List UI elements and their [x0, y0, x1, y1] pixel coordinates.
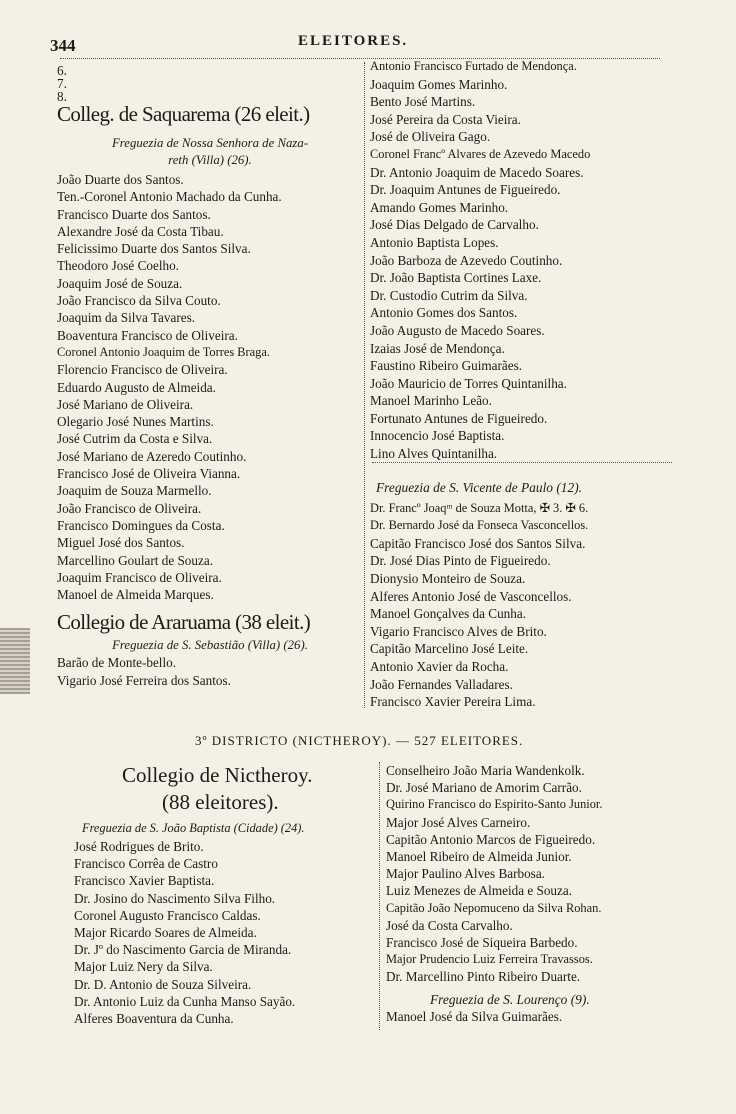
list-item: Manoel José da Silva Guimarães. — [386, 1009, 563, 1025]
item-number: 7. — [57, 77, 67, 90]
list-item: Dr. Antonio Joaquim de Macedo Soares. — [370, 164, 584, 180]
list-item: João Barboza de Azevedo Coutinho. — [370, 252, 563, 268]
list-item: Antonio Gomes dos Santos. — [370, 305, 518, 321]
list-item: João Duarte dos Santos. — [57, 172, 184, 187]
list-item: Luiz Menezes de Almeida e Souza. — [386, 883, 573, 899]
left-bottom-column — [74, 762, 378, 1027]
list-item: Innocencio José Baptista. — [370, 428, 505, 444]
list-item: Eduardo Augusto de Almeida. — [57, 379, 216, 395]
list-item: Major Paulino Alves Barbosa. — [386, 866, 545, 882]
district-heading: 3º DISTRICTO (NICTHEROY). — 527 ELEITORES. — [195, 733, 524, 748]
column-divider-top — [364, 62, 365, 708]
list-item: Antonio Baptista Lopes. — [370, 234, 499, 250]
elector-list-lourenco — [386, 1008, 692, 1025]
list-item: Major Ricardo Soares de Almeida. — [74, 924, 257, 940]
list-item: Dr. Custodio Cutrim da Silva. — [370, 287, 528, 303]
list-item: Dr. João Baptista Cortines Laxe. — [370, 270, 542, 286]
list-item: Florencio Francisco de Oliveira. — [57, 362, 228, 378]
list-item: Ten.-Coronel Antonio Machado da Cunha. — [57, 189, 282, 205]
list-item: Lino Alves Quintanilha. — [370, 446, 498, 462]
list-item: Marcellino Goulart de Souza. — [57, 552, 214, 568]
list-item: Francisco Corrêa de Castro — [74, 856, 218, 872]
elector-list-joao-baptista-cont — [386, 762, 692, 985]
list-item: Coronel Augusto Francisco Caldas. — [74, 907, 261, 923]
list-item: Miguel José dos Santos. — [57, 535, 185, 551]
parish-heading-lourenco: Freguezia de S. Lourenço (9). — [430, 992, 590, 1008]
parish-heading-sebastiao: Freguezia de S. Sebastião (Villa) (26). — [112, 638, 308, 653]
list-item: João Francisco de Oliveira. — [57, 500, 202, 516]
list-item: Coronel Francº Alvares de Azevedo Macedo — [370, 146, 591, 161]
list-item: Joaquim Francisco de Oliveira. — [57, 569, 222, 585]
list-item: Dr. Joaquim Antunes de Figueiredo. — [370, 182, 561, 198]
list-item: Amando Gomes Marinho. — [370, 199, 509, 215]
list-item: Manoel de Almeida Marques. — [57, 587, 214, 603]
list-item: José Dias Delgado de Carvalho. — [370, 217, 539, 233]
list-item: Francisco Xavier Baptista. — [74, 873, 215, 889]
list-item: Dr. D. Antonio de Souza Silveira. — [74, 976, 252, 992]
list-item: Theodoro José Coelho. — [57, 258, 179, 274]
list-item: Faustino Ribeiro Guimarães. — [370, 358, 522, 374]
list-item: José Mariano de Azeredo Coutinho. — [57, 448, 247, 464]
college-title-nictheroy: Collegio de Nictheroy. — [122, 763, 313, 787]
list-item: João Augusto de Macedo Soares. — [370, 322, 545, 338]
list-item: Alexandre José da Costa Tibau. — [57, 223, 224, 239]
list-item: Dr. José Dias Pinto de Figueiredo. — [370, 553, 551, 569]
list-item: Dr. Marcellino Pinto Ribeiro Duarte. — [386, 969, 581, 985]
list-item: Capitão Marcelino José Leite. — [370, 641, 529, 657]
parish-heading-vicente: Freguezia de S. Vicente de Paulo (12). — [376, 479, 582, 495]
list-item: Fortunato Antunes de Figueiredo. — [370, 410, 548, 426]
list-item: Bento José Martins. — [370, 94, 476, 110]
list-item: Major Prudencio Luiz Ferreira Travassos. — [386, 952, 593, 967]
list-item: Antonio Xavier da Rocha. — [370, 659, 509, 674]
list-item: Capitão Francisco José dos Santos Silva. — [370, 535, 586, 551]
list-item: Major Luiz Nery da Silva. — [74, 959, 213, 975]
list-item: Alferes Antonio José de Vasconcellos. — [370, 588, 572, 604]
list-item: José Cutrim da Costa e Silva. — [57, 431, 213, 447]
list-item: Conselheiro João Maria Wandenkolk. — [386, 763, 585, 778]
list-item: Vigario Francisco Alves de Brito. — [370, 623, 547, 639]
list-item: Capitão Antonio Marcos de Figueiredo. — [386, 831, 596, 847]
page-number: 344 — [50, 36, 76, 55]
college-title-saquarema: Colleg. de Saquarema (26 eleit.) — [57, 102, 310, 126]
list-item: José da Costa Carvalho. — [386, 917, 513, 933]
list-item: João Francisco da Silva Couto. — [57, 293, 221, 309]
parish-heading-nazareth: Freguezia de Nossa Senhora de Naza- — [111, 136, 309, 150]
list-item: Olegario José Nunes Martins. — [57, 414, 214, 430]
list-item: Coronel Antonio Joaquim de Torres Braga. — [57, 344, 270, 359]
list-item: Francisco José de Oliveira Vianna. — [57, 466, 241, 482]
elector-list-vicente — [370, 500, 688, 711]
list-item: Joaquim Gomes Marinho. — [370, 76, 508, 92]
list-item: João Mauricio de Torres Quintanilha. — [370, 375, 567, 391]
college-title-araruama: Collegio de Araruama (38 eleit.) — [57, 610, 311, 635]
list-item: Francisco Xavier Pereira Lima. — [370, 694, 536, 710]
list-item: José de Oliveira Gago. — [370, 129, 491, 145]
list-item: Manoel Marinho Leão. — [370, 393, 492, 409]
elector-list-araruama — [57, 654, 363, 689]
list-item: Manoel Ribeiro de Almeida Junior. — [386, 848, 572, 864]
right-bottom-column — [386, 762, 692, 1026]
list-item: Dr. Bernardo José da Fonseca Vasconcellos. — [370, 518, 589, 533]
right-top-column — [370, 58, 688, 711]
list-item: Vigario José Ferreira dos Santos. — [57, 672, 231, 688]
list-item: Dr. José Mariano de Amorim Carrão. — [386, 780, 582, 796]
library-stamp — [0, 628, 30, 694]
list-item: Dr. Antonio Luiz da Cunha Manso Sayão. — [74, 993, 296, 1009]
list-item: Izaias José de Mendonça. — [370, 340, 505, 356]
item-number: 8. — [57, 90, 67, 103]
list-item: Quirino Francisco do Espirito-Santo Junior. — [386, 797, 603, 812]
list-item: José Rodrigues de Brito. — [74, 839, 204, 854]
list-item: Joaquim da Silva Tavares. — [57, 310, 196, 326]
college-title-nictheroy-count: (88 eleitores). — [162, 790, 279, 814]
list-item: Dr. Francº Joaqᵐ de Souza Motta, ✠ 3. ✠ 6. — [370, 500, 589, 515]
column-divider-bottom — [379, 762, 380, 1030]
list-item: Barão de Monte-bello. — [57, 655, 177, 671]
elector-list-saquarema — [57, 171, 363, 603]
list-item: Alferes Boaventura da Cunha. — [74, 1010, 234, 1026]
list-item: Francisco José de Siqueira Barbedo. — [386, 934, 578, 950]
list-item: Dr. Jº do Nascimento Garcia de Miranda. — [74, 942, 292, 958]
elector-list-araruama-cont — [370, 58, 688, 463]
running-head: ELEITORES. — [298, 33, 409, 49]
list-item: Dr. Josino do Nascimento Silva Filho. — [74, 890, 276, 906]
list-item: Felicissimo Duarte dos Santos Silva. — [57, 241, 251, 257]
list-item: Dionysio Monteiro de Souza. — [370, 571, 526, 587]
elector-list-joao-baptista — [74, 838, 378, 1027]
parish-heading-joao-baptista: Freguezia de S. João Baptista (Cidade) (24). — [82, 821, 305, 835]
list-item: Francisco Duarte dos Santos. — [57, 206, 211, 222]
item-number: 6. — [57, 64, 67, 77]
list-item: Manoel Gonçalves da Cunha. — [370, 606, 527, 622]
list-item: Capitão João Nepomuceno da Silva Rohan. — [386, 900, 602, 915]
left-top-column — [57, 64, 363, 689]
list-item: Francisco Domingues da Costa. — [57, 517, 225, 533]
list-item: Antonio Francisco Furtado de Mendonça. — [370, 59, 577, 73]
parish-heading-nazareth-cont: reth (Villa) (26). — [168, 153, 252, 167]
list-item: João Fernandes Valladares. — [370, 676, 513, 692]
list-item: José Mariano de Oliveira. — [57, 396, 194, 412]
list-item: José Pereira da Costa Vieira. — [370, 111, 521, 127]
list-item: Boaventura Francisco de Oliveira. — [57, 327, 238, 343]
list-item: Joaquim de Souza Marmello. — [57, 483, 212, 499]
list-item: Joaquim José de Souza. — [57, 275, 183, 291]
list-item: Major José Alves Carneiro. — [386, 814, 531, 830]
